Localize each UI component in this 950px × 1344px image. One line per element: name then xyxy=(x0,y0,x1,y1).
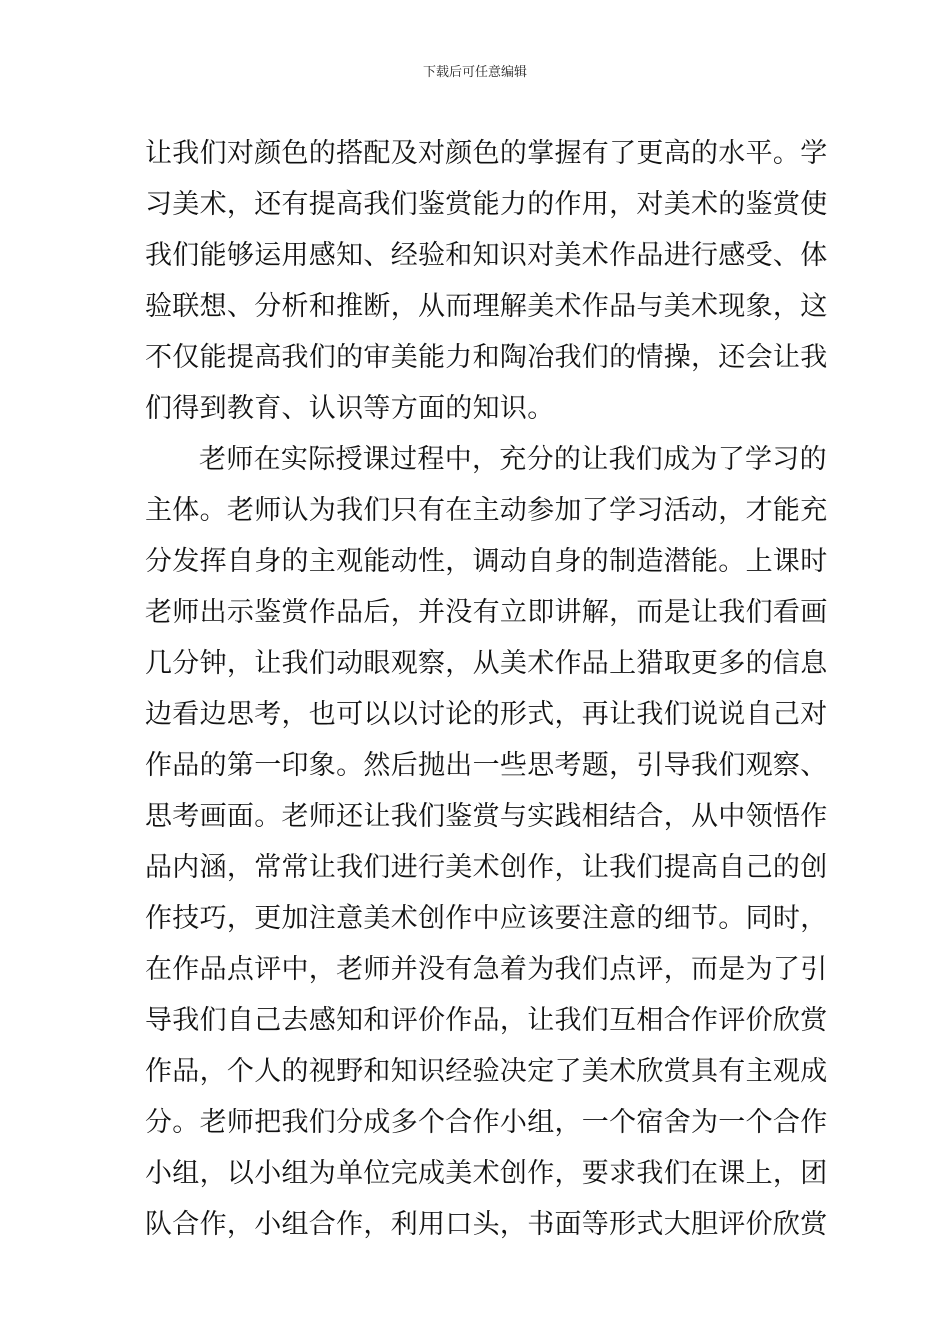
text-line: 思考画面。老师还让我们鉴赏与实践相结合，从中领悟作 xyxy=(145,801,828,832)
text-line: 分发挥自身的主观能动性，调动自身的制造潜能。上课时 xyxy=(145,546,828,577)
page-header: 下载后可任意编辑 xyxy=(422,65,527,80)
text-line: 品内涵，常常让我们进行美术创作，让我们提高自己的创 xyxy=(145,852,828,883)
text-line: 我们能够运用感知、经验和知识对美术作品进行感受、体 xyxy=(145,240,828,271)
text-line: 队合作，小组合作，利用口头，书面等形式大胆评价欣赏 xyxy=(145,1209,828,1240)
text-line: 导我们自己去感知和评价作品，让我们互相合作评价欣赏 xyxy=(145,1005,828,1036)
text-line: 小组，以小组为单位完成美术创作，要求我们在课上，团 xyxy=(145,1158,828,1189)
text-line: 老师在实际授课过程中，充分的让我们成为了学习的 xyxy=(199,444,827,475)
text-line: 在作品点评中，老师并没有急着为我们点评，而是为了引 xyxy=(145,954,828,985)
text-line: 主体。老师认为我们只有在主动参加了学习活动，才能充 xyxy=(145,495,828,526)
document-body xyxy=(145,128,828,1250)
text-line: 作品，个人的视野和知识经验决定了美术欣赏具有主观成 xyxy=(145,1056,828,1087)
text-line: 几分钟，让我们动眼观察，从美术作品上猎取更多的信息 xyxy=(145,648,828,679)
text-line: 习美术，还有提高我们鉴赏能力的作用，对美术的鉴赏使 xyxy=(145,189,828,220)
text-line: 们得到教育、认识等方面的知识。 xyxy=(145,393,555,424)
text-line: 不仅能提高我们的审美能力和陶冶我们的情操，还会让我 xyxy=(145,342,828,373)
text-line: 老师出示鉴赏作品后，并没有立即讲解，而是让我们看画 xyxy=(145,597,828,628)
text-line: 作技巧，更加注意美术创作中应该要注意的细节。同时， xyxy=(145,903,828,934)
paragraph-1 xyxy=(145,128,828,434)
text-line: 作品的第一印象。然后抛出一些思考题，引导我们观察、 xyxy=(145,750,828,781)
text-line: 让我们对颜色的搭配及对颜色的掌握有了更高的水平。学 xyxy=(145,138,828,169)
text-line: 分。老师把我们分成多个合作小组，一个宿舍为一个合作 xyxy=(145,1107,828,1138)
text-line: 边看边思考，也可以以讨论的形式，再让我们说说自己对 xyxy=(145,699,828,730)
paragraph-2 xyxy=(145,434,828,1250)
text-line: 验联想、分析和推断，从而理解美术作品与美术现象，这 xyxy=(145,291,828,322)
